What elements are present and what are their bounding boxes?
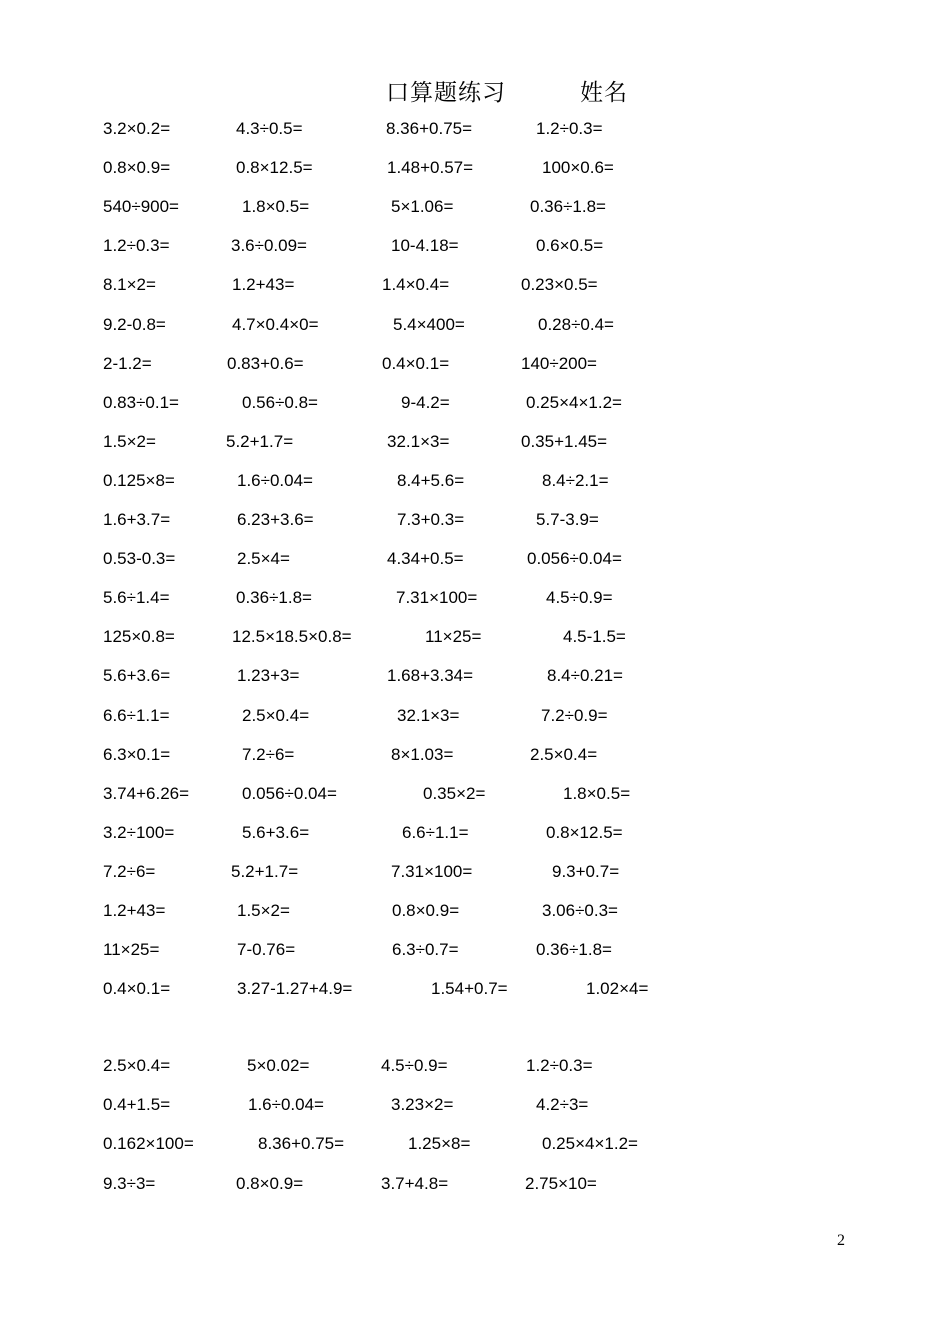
problem-item: 140÷200= — [521, 353, 597, 373]
problem-item: 0.4×0.1= — [103, 979, 171, 999]
problem-item: 3.7+4.8= — [381, 1173, 449, 1193]
problem-item: 0.8×0.9= — [236, 1173, 304, 1193]
problem-item: 6.3÷0.7= — [392, 940, 459, 960]
problem-item: 7.3+0.3= — [397, 510, 465, 529]
problem-item: 0.056÷0.04= — [527, 549, 622, 569]
problem-item: 1.4×0.4= — [382, 275, 450, 295]
problem-item: 32.1×3= — [397, 705, 460, 725]
problem-item: 8.4÷0.21= — [547, 666, 623, 686]
problem-item: 1.5×2= — [237, 901, 290, 920]
problem-item: 8.4+5.6= — [397, 470, 465, 490]
problem-item: 2.5×4= — [237, 549, 290, 569]
problem-item: 1.8×0.5= — [242, 197, 310, 217]
problem-item: 1.48+0.57= — [387, 158, 474, 178]
problem-item: 0.53-0.3= — [103, 549, 176, 569]
problem-item: 125×0.8= — [103, 627, 175, 647]
problem-item: 4.5-1.5= — [563, 627, 626, 647]
problem-item: 2.5×0.4= — [103, 1056, 171, 1075]
problem-item: 3.2÷100= — [103, 822, 175, 842]
problem-item: 0.28÷0.4= — [538, 314, 614, 334]
problem-item: 4.7×0.4×0= — [232, 314, 319, 334]
problem-item: 5.6+3.6= — [103, 666, 171, 686]
problem-item: 0.36÷1.8= — [530, 197, 606, 217]
problem-item: 0.4+1.5= — [103, 1095, 171, 1115]
problem-item: 11×25= — [103, 940, 160, 960]
problem-item: 7.2÷6= — [103, 861, 156, 881]
problem-item: 4.3÷0.5= — [236, 119, 303, 138]
problem-item: 6.6÷1.1= — [103, 705, 170, 725]
problem-item: 5×1.06= — [391, 197, 454, 217]
problem-item: 5.6÷1.4= — [103, 588, 170, 608]
problem-item: 0.8×0.9= — [392, 901, 460, 920]
problem-item: 8.1×2= — [103, 275, 156, 295]
problem-item: 5.7-3.9= — [536, 510, 599, 529]
problem-item: 3.23×2= — [391, 1095, 454, 1115]
problem-item: 8.36+0.75= — [386, 119, 473, 138]
problem-item: 1.54+0.7= — [431, 979, 508, 999]
problem-item: 0.36÷1.8= — [536, 940, 612, 960]
problem-item: 1.2÷0.3= — [526, 1056, 593, 1075]
problem-item: 9.3+0.7= — [552, 861, 620, 881]
problem-item: 4.34+0.5= — [387, 549, 464, 569]
problem-item: 9.3÷3= — [103, 1173, 156, 1193]
problem-item: 0.162×100= — [103, 1134, 194, 1154]
problem-item: 0.83+0.6= — [227, 353, 304, 373]
problem-item: 7.2÷6= — [242, 744, 295, 764]
problem-item: 5.6+3.6= — [242, 822, 310, 842]
problem-item: 7.2÷0.9= — [541, 705, 608, 725]
problem-item: 8.36+0.75= — [258, 1134, 345, 1154]
problem-item: 1.5×2= — [103, 431, 156, 451]
problem-item: 100×0.6= — [542, 158, 614, 178]
problem-item: 4.5÷0.9= — [381, 1056, 448, 1075]
problem-item: 7.31×100= — [391, 861, 473, 881]
problem-item: 3.2×0.2= — [103, 119, 171, 138]
problem-item: 1.8×0.5= — [563, 783, 631, 803]
problem-item: 2-1.2= — [103, 353, 152, 373]
problem-item: 2.5×0.4= — [242, 705, 310, 725]
problem-item: 9.2-0.8= — [103, 314, 166, 334]
page-number: 2 — [837, 1232, 845, 1249]
problem-item: 1.2÷0.3= — [536, 119, 603, 138]
problem-item: 1.2+43= — [103, 901, 166, 920]
problem-item: 0.8×12.5= — [546, 822, 623, 842]
problem-item: 1.6÷0.04= — [248, 1095, 324, 1115]
problem-item: 0.35×2= — [423, 783, 486, 803]
problem-item: 0.56÷0.8= — [242, 392, 318, 412]
problem-item: 1.68+3.34= — [387, 666, 474, 686]
problem-item: 0.125×8= — [103, 470, 175, 490]
problem-item: 4.2÷3= — [536, 1095, 589, 1115]
problem-item: 6.6÷1.1= — [402, 822, 469, 842]
problem-item: 0.25×4×1.2= — [526, 392, 622, 412]
problem-item: 1.6÷0.04= — [237, 470, 313, 490]
problem-item: 3.27-1.27+4.9= — [237, 979, 353, 999]
problem-item: 5.4×400= — [393, 314, 465, 334]
problem-item: 540÷900= — [103, 197, 179, 217]
problem-item: 3.6÷0.09= — [231, 236, 307, 256]
problem-item: 0.25×4×1.2= — [542, 1134, 638, 1154]
problem-item: 4.5÷0.9= — [546, 588, 613, 608]
problem-item: 0.83÷0.1= — [103, 392, 179, 412]
problem-item: 1.2+43= — [232, 275, 295, 295]
problem-item: 8×1.03= — [391, 744, 454, 764]
problem-item: 6.3×0.1= — [103, 744, 171, 764]
problem-item: 2.5×0.4= — [530, 744, 598, 764]
page-title: 口算题练习 — [386, 80, 506, 106]
problem-item: 0.8×12.5= — [236, 158, 313, 178]
name-label: 姓名 — [580, 80, 628, 106]
problem-item: 8.4÷2.1= — [542, 470, 609, 490]
problem-item: 5×0.02= — [247, 1056, 310, 1075]
problem-item: 0.056÷0.04= — [242, 783, 337, 803]
problem-item: 10-4.18= — [391, 236, 459, 256]
problem-item: 3.74+6.26= — [103, 783, 190, 803]
problem-item: 2.75×10= — [525, 1173, 597, 1193]
problem-item: 0.36÷1.8= — [236, 588, 312, 608]
problem-item: 0.4×0.1= — [382, 353, 450, 373]
problem-item: 1.02×4= — [586, 979, 649, 999]
problem-item: 0.23×0.5= — [521, 275, 598, 295]
problem-item: 5.2+1.7= — [231, 861, 299, 881]
problem-item: 12.5×18.5×0.8= — [232, 627, 352, 647]
problem-item: 0.8×0.9= — [103, 158, 171, 178]
problem-item: 11×25= — [425, 627, 482, 647]
problem-item: 1.2÷0.3= — [103, 236, 170, 256]
problem-item: 7-0.76= — [237, 940, 296, 960]
problem-item: 9-4.2= — [401, 392, 450, 412]
problem-item: 6.23+3.6= — [237, 510, 314, 529]
problem-item: 0.6×0.5= — [536, 236, 604, 256]
problem-item: 0.35+1.45= — [521, 431, 608, 451]
problem-item: 7.31×100= — [396, 588, 478, 608]
problem-item: 32.1×3= — [387, 431, 450, 451]
problem-item: 1.6+3.7= — [103, 510, 171, 529]
problem-item: 1.25×8= — [408, 1134, 471, 1154]
problem-item: 5.2+1.7= — [226, 431, 294, 451]
problem-item: 1.23+3= — [237, 666, 300, 686]
problem-item: 3.06÷0.3= — [542, 901, 618, 920]
